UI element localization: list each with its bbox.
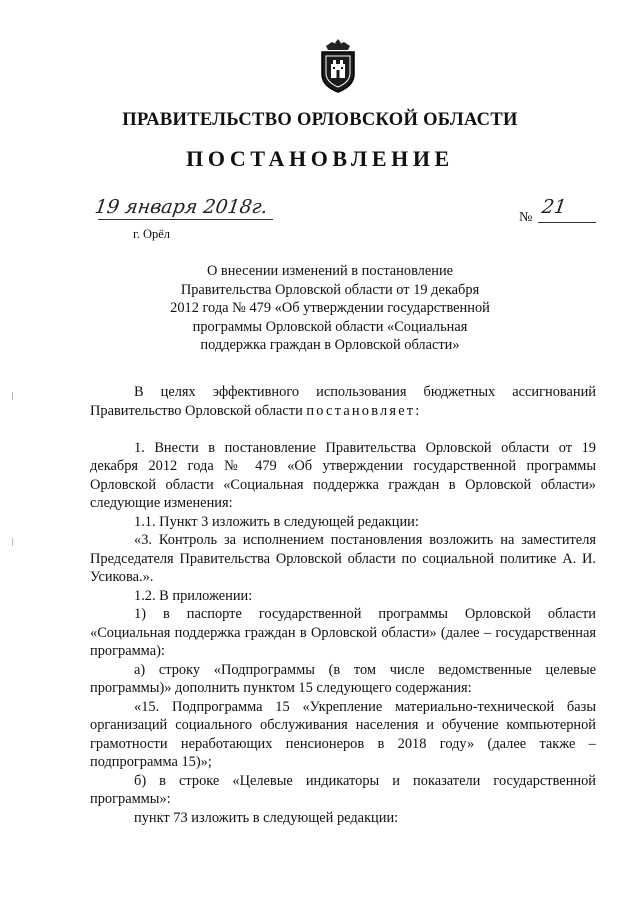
organization-title: ПРАВИТЕЛЬСТВО ОРЛОВСКОЙ ОБЛАСТИ xyxy=(122,110,518,130)
handwritten-number: 21 xyxy=(540,196,568,218)
subject-line: Правительства Орловской области от 19 декабря xyxy=(180,281,480,298)
subject-line: программы Орловской области «Социальная xyxy=(192,318,468,335)
document-type-title: ПОСТАНОВЛЕНИЕ xyxy=(186,146,454,171)
margin-mark xyxy=(12,392,13,400)
subject-line: О внесении изменений в постановление xyxy=(206,263,454,279)
paragraph-1-2-1: 1) в паспорте государственной программы Орловской области «Социальная поддержка граждан в Орловской области» (далее – государственная программа): xyxy=(90,606,596,659)
paragraph-a: а) строку «Подпрограммы (в том числе ведомственные целевые программы)» дополнить пунктом 15 следующего содержания: xyxy=(90,661,596,696)
resolves-word: постановляет: xyxy=(306,402,422,419)
date-underline xyxy=(98,219,273,220)
number-underline xyxy=(538,222,596,223)
paragraph-1-2: 1.2. В приложении: xyxy=(134,587,253,604)
city-label: г. Орёл xyxy=(133,227,171,241)
paragraph-1-1-text: «3. Контроль за исполнением постановления возложить на заместителя Председателя Правительства Орловской области по социальной политике А. И. Усикова.». xyxy=(90,532,596,585)
number-label: № xyxy=(519,210,533,225)
paragraph-1: 1. Внести в постановление Правительства Орловской области от 19 декабря 2012 года № 479 «Об утверждении государственной программы Орловской области «Социальная поддержка граждан в Орловской области» следующие изменения: xyxy=(90,439,596,511)
handwritten-date: 19 января 2018г. xyxy=(93,196,270,218)
coat-of-arms-icon xyxy=(318,38,358,94)
subject-line: 2012 года № 479 «Об утверждении государственной xyxy=(170,300,490,316)
document-subject xyxy=(140,262,520,355)
paragraph-gap xyxy=(90,420,596,439)
subject-line: поддержка граждан в Орловской области» xyxy=(200,337,460,353)
preamble-paragraph xyxy=(90,383,596,420)
paragraph-1-1: 1.1. Пункт 3 изложить в следующей редакции: xyxy=(134,513,419,530)
document-body xyxy=(90,383,596,827)
margin-mark xyxy=(12,538,13,546)
preamble-text: В целях эффективного использования бюджетных ассигнований Правительство Орловской области xyxy=(90,384,596,419)
paragraph-a-text: «15. Подпрограмма 15 «Укрепление материально-технической базы организаций социального обслуживания населения и обучение компьютерной грамотности неработающих пенсионеров в 2018 году» (далее также – подпрограмма 15)»; xyxy=(90,698,596,770)
paragraph-b: б) в строке «Целевые индикаторы и показатели государственной программы»: xyxy=(90,772,596,807)
paragraph-b-text: пункт 73 изложить в следующей редакции: xyxy=(134,809,399,826)
